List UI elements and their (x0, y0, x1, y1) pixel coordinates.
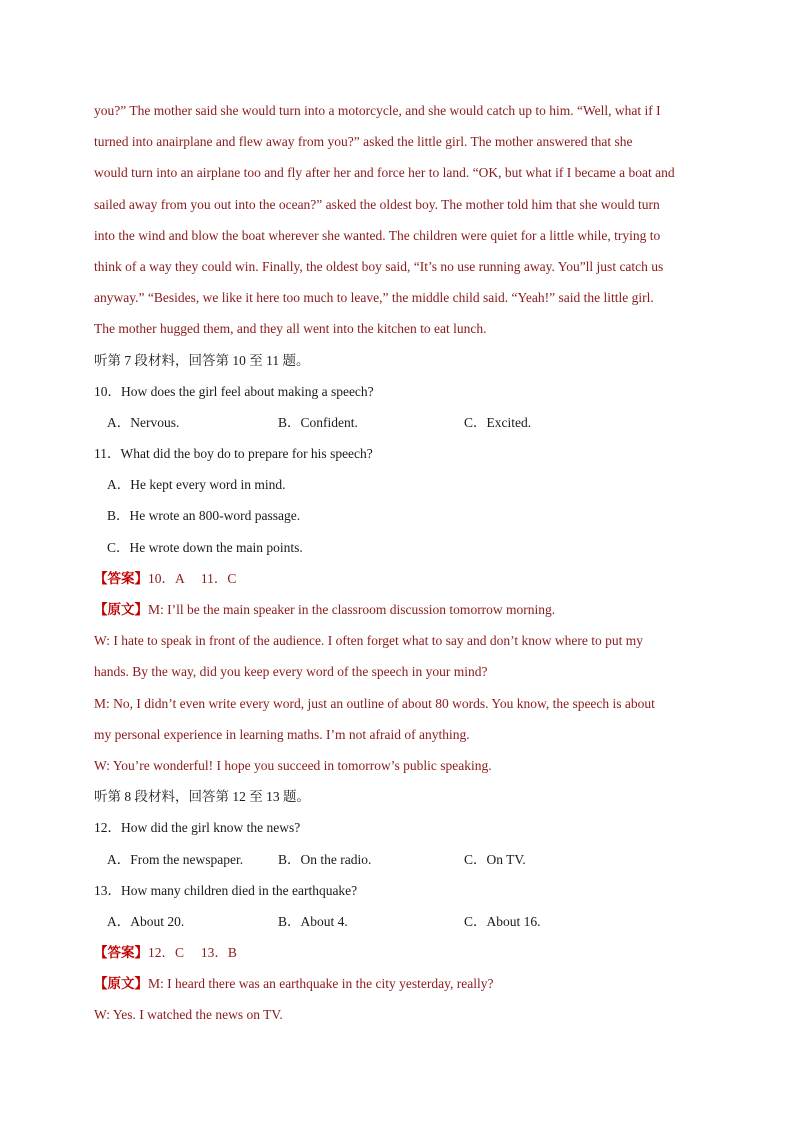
original-text-line (94, 596, 706, 627)
transcript-line: W: I hate to speak in front of the audience. I often forget what to say and don’t know where to put my (94, 633, 643, 649)
story-line: The mother hugged them, and they all went into the kitchen to eat lunch. (94, 321, 487, 337)
option-a: A．He kept every word in mind. (107, 477, 286, 493)
transcript-line: W: Yes. I watched the news on TV. (94, 1007, 283, 1023)
answer-tag: 【答案】 (94, 945, 148, 961)
option-a: A．About 20. (107, 913, 185, 929)
option-b: B．About 4. (278, 913, 348, 929)
option-a: A．From the newspaper. (107, 851, 244, 867)
document-page (94, 97, 706, 1033)
question-10-options (94, 409, 706, 440)
option-c: C．On TV. (464, 851, 526, 867)
transcript-line: W: You’re wonderful! I hope you succeed in tomorrow’s public speaking. (94, 757, 492, 773)
question-12-options (94, 846, 706, 877)
answer-tag: 【答案】 (94, 570, 148, 586)
transcript-line: M: No, I didn’t even write every word, just an outline of about 80 words. You know, the speech is about (94, 695, 655, 711)
question-13-stem: 13．How many children died in the earthquake? (94, 882, 358, 898)
original-tag: 【原文】 (94, 976, 148, 992)
answer-text: 10．A 11．C (148, 570, 237, 586)
transcript-line: M: I heard there was an earthquake in the city yesterday, really? (148, 976, 494, 992)
option-c: C．He wrote down the main points. (107, 539, 303, 555)
question-11-stem: 11．What did the boy do to prepare for his speech? (94, 446, 373, 462)
transcript-line: hands. By the way, did you keep every word of the speech in your mind? (94, 664, 488, 680)
story-line: anyway.” “Besides, we like it here too much to leave,” the middle child said. “Yeah!” said the little girl. (94, 290, 654, 306)
transcript-line: my personal experience in learning maths. I’m not afraid of anything. (94, 726, 470, 742)
transcript-line: M: I’ll be the main speaker in the classroom discussion tomorrow morning. (148, 602, 556, 617)
story-line: you?” The mother said she would turn into a motorcycle, and she would catch up to him. “Well, what if I (94, 103, 661, 118)
option-c: C．About 16. (464, 913, 541, 929)
answer-text: 12．C 13．B (148, 945, 237, 961)
story-line: turned into anairplane and flew away from you?” asked the little girl. The mother answered that she (94, 134, 633, 150)
option-a: A．Nervous. (107, 414, 180, 430)
option-c: C．Excited. (464, 414, 532, 430)
story-line: would turn into an airplane too and fly after her and force her to land. “OK, but what if I became a boat and (94, 165, 675, 181)
story-line: think of a way they could win. Finally, the oldest boy said, “It’s no use running away. You”ll just catch us (94, 258, 664, 274)
question-10-stem: 10．How does the girl feel about making a speech? (94, 383, 374, 399)
answer-line (94, 565, 706, 596)
story-passage (94, 97, 706, 347)
question-13-options (94, 908, 706, 939)
original-tag: 【原文】 (94, 602, 148, 617)
question-12-stem: 12．How did the girl know the news? (94, 820, 301, 836)
option-b: B．He wrote an 800-word passage. (107, 508, 301, 524)
option-b: B．On the radio. (278, 851, 372, 867)
section-heading: 听第 7 段材料，回答第 10 至 11 题。 (94, 352, 310, 368)
story-line: into the wind and blow the boat wherever she wanted. The children were quiet for a little while, trying to (94, 227, 661, 243)
section-heading: 听第 8 段材料，回答第 12 至 13 题。 (94, 789, 310, 805)
answer-line (94, 939, 706, 970)
option-b: B．Confident. (278, 414, 358, 430)
original-text-line (94, 970, 706, 1001)
story-line: sailed away from you out into the ocean?” asked the oldest boy. The mother told him that she would turn (94, 196, 660, 212)
